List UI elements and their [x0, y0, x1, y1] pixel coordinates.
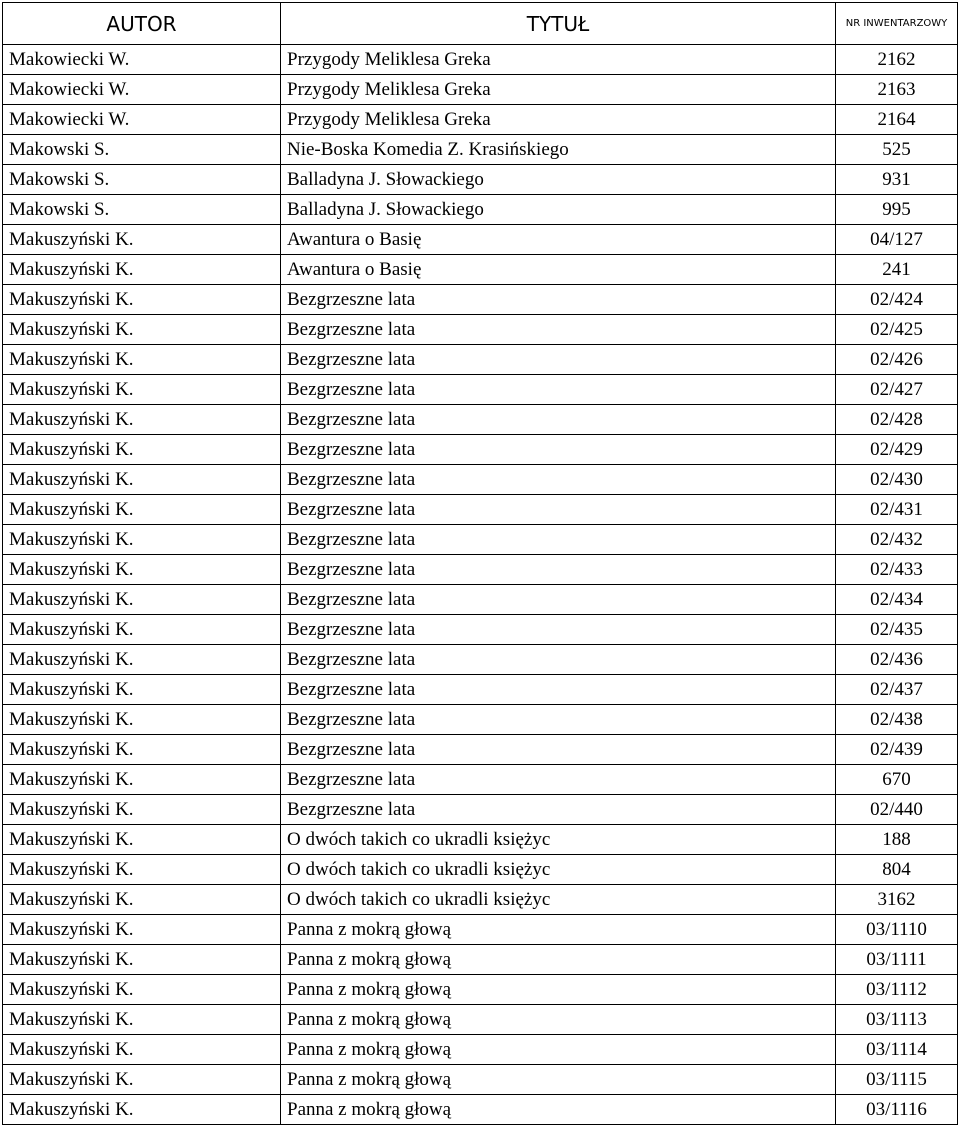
cell-inventory-number: 02/427 [836, 375, 958, 405]
cell-title: Bezgrzeszne lata [281, 375, 836, 405]
cell-author: Makuszyński K. [3, 555, 281, 585]
cell-author: Makuszyński K. [3, 915, 281, 945]
table-row [3, 1095, 958, 1125]
cell-author: Makuszyński K. [3, 1095, 281, 1125]
table-row [3, 675, 958, 705]
table-row [3, 945, 958, 975]
cell-inventory-number: 02/434 [836, 585, 958, 615]
table-row [3, 975, 958, 1005]
table-row [3, 585, 958, 615]
cell-author: Makuszyński K. [3, 615, 281, 645]
cell-title: O dwóch takich co ukradli księżyc [281, 825, 836, 855]
cell-title: Bezgrzeszne lata [281, 735, 836, 765]
cell-inventory-number: 03/1114 [836, 1035, 958, 1065]
table-row [3, 735, 958, 765]
cell-title: Panna z mokrą głową [281, 945, 836, 975]
cell-author: Makowski S. [3, 135, 281, 165]
cell-author: Makuszyński K. [3, 1035, 281, 1065]
cell-author: Makowski S. [3, 195, 281, 225]
cell-title: Bezgrzeszne lata [281, 315, 836, 345]
cell-author: Makuszyński K. [3, 315, 281, 345]
cell-inventory-number: 03/1110 [836, 915, 958, 945]
cell-author: Makuszyński K. [3, 735, 281, 765]
cell-author: Makuszyński K. [3, 855, 281, 885]
table-row [3, 75, 958, 105]
cell-title: Przygody Meliklesa Greka [281, 75, 836, 105]
cell-author: Makuszyński K. [3, 435, 281, 465]
cell-inventory-number: 02/430 [836, 465, 958, 495]
cell-author: Makuszyński K. [3, 345, 281, 375]
cell-inventory-number: 241 [836, 255, 958, 285]
table-row [3, 825, 958, 855]
cell-title: Balladyna J. Słowackiego [281, 165, 836, 195]
cell-author: Makuszyński K. [3, 1065, 281, 1095]
cell-author: Makuszyński K. [3, 225, 281, 255]
cell-title: Panna z mokrą głową [281, 1065, 836, 1095]
table-row [3, 465, 958, 495]
table-row [3, 1065, 958, 1095]
cell-inventory-number: 02/424 [836, 285, 958, 315]
cell-inventory-number: 2163 [836, 75, 958, 105]
table-row [3, 285, 958, 315]
cell-inventory-number: 804 [836, 855, 958, 885]
cell-title: Bezgrzeszne lata [281, 615, 836, 645]
cell-title: Panna z mokrą głową [281, 915, 836, 945]
cell-inventory-number: 02/426 [836, 345, 958, 375]
table-row [3, 345, 958, 375]
table-row [3, 45, 958, 75]
cell-author: Makuszyński K. [3, 885, 281, 915]
cell-title: Bezgrzeszne lata [281, 585, 836, 615]
cell-inventory-number: 02/440 [836, 795, 958, 825]
cell-title: Bezgrzeszne lata [281, 645, 836, 675]
cell-inventory-number: 02/433 [836, 555, 958, 585]
cell-title: Panna z mokrą głową [281, 975, 836, 1005]
cell-author: Makuszyński K. [3, 645, 281, 675]
cell-title: Bezgrzeszne lata [281, 465, 836, 495]
cell-author: Makowiecki W. [3, 45, 281, 75]
table-row [3, 435, 958, 465]
cell-inventory-number: 02/428 [836, 405, 958, 435]
cell-inventory-number: 02/439 [836, 735, 958, 765]
header-row [3, 3, 958, 45]
table-row [3, 1005, 958, 1035]
cell-author: Makuszyński K. [3, 405, 281, 435]
cell-inventory-number: 03/1112 [836, 975, 958, 1005]
cell-title: Przygody Meliklesa Greka [281, 45, 836, 75]
cell-inventory-number: 02/435 [836, 615, 958, 645]
cell-title: Panna z mokrą głową [281, 1035, 836, 1065]
table-row [3, 795, 958, 825]
cell-title: Nie-Boska Komedia Z. Krasińskiego [281, 135, 836, 165]
cell-author: Makuszyński K. [3, 765, 281, 795]
cell-author: Makuszyński K. [3, 255, 281, 285]
cell-inventory-number: 02/437 [836, 675, 958, 705]
inventory-table [2, 2, 958, 1125]
cell-title: O dwóch takich co ukradli księżyc [281, 885, 836, 915]
cell-title: Bezgrzeszne lata [281, 555, 836, 585]
cell-title: Balladyna J. Słowackiego [281, 195, 836, 225]
cell-title: Bezgrzeszne lata [281, 795, 836, 825]
cell-title: Panna z mokrą głową [281, 1005, 836, 1035]
cell-inventory-number: 2164 [836, 105, 958, 135]
cell-author: Makowski S. [3, 165, 281, 195]
cell-inventory-number: 995 [836, 195, 958, 225]
cell-author: Makuszyński K. [3, 375, 281, 405]
header-title: TYTUŁ [281, 3, 836, 45]
cell-inventory-number: 02/438 [836, 705, 958, 735]
cell-title: Bezgrzeszne lata [281, 345, 836, 375]
cell-inventory-number: 931 [836, 165, 958, 195]
cell-author: Makuszyński K. [3, 975, 281, 1005]
cell-inventory-number: 02/431 [836, 495, 958, 525]
cell-inventory-number: 525 [836, 135, 958, 165]
cell-title: Bezgrzeszne lata [281, 435, 836, 465]
cell-title: Przygody Meliklesa Greka [281, 105, 836, 135]
cell-inventory-number: 02/429 [836, 435, 958, 465]
cell-author: Makuszyński K. [3, 465, 281, 495]
table-row [3, 645, 958, 675]
table-row [3, 1035, 958, 1065]
cell-title: Bezgrzeszne lata [281, 675, 836, 705]
cell-inventory-number: 2162 [836, 45, 958, 75]
table-row [3, 405, 958, 435]
header-author: AUTOR [3, 3, 281, 45]
table-row [3, 495, 958, 525]
table-row [3, 885, 958, 915]
cell-title: Bezgrzeszne lata [281, 705, 836, 735]
table-row [3, 315, 958, 345]
table-row [3, 615, 958, 645]
cell-inventory-number: 188 [836, 825, 958, 855]
cell-title: Bezgrzeszne lata [281, 405, 836, 435]
cell-author: Makuszyński K. [3, 795, 281, 825]
cell-inventory-number: 03/1113 [836, 1005, 958, 1035]
cell-title: Bezgrzeszne lata [281, 495, 836, 525]
cell-title: Bezgrzeszne lata [281, 525, 836, 555]
cell-author: Makuszyński K. [3, 705, 281, 735]
table-row [3, 525, 958, 555]
cell-inventory-number: 3162 [836, 885, 958, 915]
cell-title: Awantura o Basię [281, 225, 836, 255]
cell-title: Panna z mokrą głową [281, 1095, 836, 1125]
cell-author: Makuszyński K. [3, 675, 281, 705]
cell-author: Makuszyński K. [3, 585, 281, 615]
cell-inventory-number: 02/432 [836, 525, 958, 555]
cell-author: Makuszyński K. [3, 285, 281, 315]
table-row [3, 105, 958, 135]
cell-inventory-number: 03/1111 [836, 945, 958, 975]
table-row [3, 855, 958, 885]
cell-title: Awantura o Basię [281, 255, 836, 285]
table-row [3, 255, 958, 285]
table-row [3, 195, 958, 225]
table-row [3, 915, 958, 945]
cell-author: Makuszyński K. [3, 525, 281, 555]
table-row [3, 165, 958, 195]
cell-title: O dwóch takich co ukradli księżyc [281, 855, 836, 885]
cell-title: Bezgrzeszne lata [281, 285, 836, 315]
cell-inventory-number: 03/1115 [836, 1065, 958, 1095]
cell-author: Makowiecki W. [3, 105, 281, 135]
cell-inventory-number: 03/1116 [836, 1095, 958, 1125]
table-row [3, 135, 958, 165]
cell-inventory-number: 04/127 [836, 225, 958, 255]
cell-inventory-number: 670 [836, 765, 958, 795]
cell-author: Makuszyński K. [3, 825, 281, 855]
table-row [3, 765, 958, 795]
cell-inventory-number: 02/436 [836, 645, 958, 675]
table-row [3, 555, 958, 585]
table-row [3, 375, 958, 405]
cell-inventory-number: 02/425 [836, 315, 958, 345]
cell-author: Makuszyński K. [3, 495, 281, 525]
header-inventory-number: NR INWENTARZOWY [836, 3, 958, 45]
cell-author: Makuszyński K. [3, 945, 281, 975]
table-body [3, 45, 958, 1125]
cell-author: Makuszyński K. [3, 1005, 281, 1035]
cell-author: Makowiecki W. [3, 75, 281, 105]
cell-title: Bezgrzeszne lata [281, 765, 836, 795]
table-row [3, 705, 958, 735]
table-row [3, 225, 958, 255]
